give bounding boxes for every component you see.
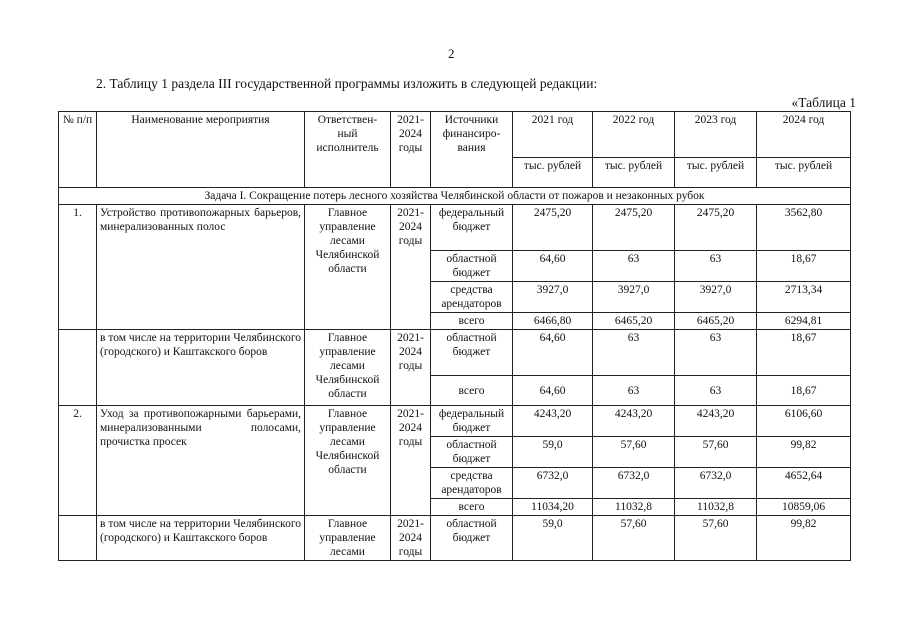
- value-2021: 2475,20: [513, 205, 593, 251]
- value-2021: 6732,0: [513, 468, 593, 499]
- header-years: 2021-2024 годы: [391, 112, 431, 188]
- executor: Главное управление лесами: [305, 516, 391, 561]
- unit-2024: тыс. рублей: [757, 158, 851, 188]
- value-2021: 64,60: [513, 376, 593, 406]
- table-row: [59, 205, 851, 251]
- value-2022: 6465,20: [593, 313, 675, 330]
- value-2022: 2475,20: [593, 205, 675, 251]
- value-2021: 3927,0: [513, 282, 593, 313]
- funding-source: средства арендаторов: [431, 282, 513, 313]
- funding-source: областной бюджет: [431, 437, 513, 468]
- value-2023: 63: [675, 376, 757, 406]
- row-number: 1.: [59, 205, 97, 330]
- unit-2021: тыс. рублей: [513, 158, 593, 188]
- value-2024: 4652,64: [757, 468, 851, 499]
- years: 2021-2024 годы: [391, 516, 431, 561]
- task-row: [59, 188, 851, 205]
- table-caption: «Таблица 1: [791, 95, 856, 110]
- funding-source: всего: [431, 376, 513, 406]
- years: 2021-2024 годы: [391, 330, 431, 406]
- header-executor: Ответствен-ный исполнитель: [305, 112, 391, 188]
- value-2023: 63: [675, 251, 757, 282]
- value-2024: 18,67: [757, 330, 851, 376]
- value-2024: 18,67: [757, 376, 851, 406]
- header-year-2022: 2022 год: [593, 112, 675, 158]
- years: 2021-2024 годы: [391, 406, 431, 516]
- header-activity-name: Наименование мероприятия: [97, 112, 305, 188]
- value-2022: 57,60: [593, 437, 675, 468]
- header-number: № п/п: [59, 112, 97, 188]
- value-2023: 6732,0: [675, 468, 757, 499]
- value-2022: 3927,0: [593, 282, 675, 313]
- activity-name: в том числе на территории Челябинского (городского) и Каштакского боров: [97, 330, 305, 406]
- value-2021: 6466,80: [513, 313, 593, 330]
- value-2021: 4243,20: [513, 406, 593, 437]
- executor: Главное управление лесами Челябинской области: [305, 330, 391, 406]
- value-2024: 99,82: [757, 516, 851, 561]
- intro-paragraph: 2. Таблицу 1 раздела III государственной программы изложить в следующей редакции:: [96, 76, 598, 91]
- value-2021: 59,0: [513, 516, 593, 561]
- funding-source: областной бюджет: [431, 251, 513, 282]
- value-2022: 63: [593, 251, 675, 282]
- activity-name: в том числе на территории Челябинского (городского) и Каштакского боров: [97, 516, 305, 561]
- table-row: [59, 516, 851, 561]
- value-2023: 6465,20: [675, 313, 757, 330]
- header-funding-sources: Источники финансиро-вания: [431, 112, 513, 188]
- funding-source: областной бюджет: [431, 516, 513, 561]
- funding-source: всего: [431, 499, 513, 516]
- header-year-2024: 2024 год: [757, 112, 851, 158]
- value-2023: 57,60: [675, 516, 757, 561]
- unit-2023: тыс. рублей: [675, 158, 757, 188]
- value-2024: 3562,80: [757, 205, 851, 251]
- value-2022: 63: [593, 376, 675, 406]
- executor: Главное управление лесами Челябинской области: [305, 205, 391, 330]
- header-year-2021: 2021 год: [513, 112, 593, 158]
- activity-name: Уход за противопожарными барьерами, минерализованными полосами, прочистка просек: [97, 406, 305, 516]
- value-2023: 63: [675, 330, 757, 376]
- task-title: Задача I. Сокращение потерь лесного хозяйства Челябинской области от пожаров и незаконных рубок: [59, 188, 851, 205]
- row-number-empty: [59, 516, 97, 561]
- value-2023: 2475,20: [675, 205, 757, 251]
- funding-source: федеральный бюджет: [431, 205, 513, 251]
- value-2023: 3927,0: [675, 282, 757, 313]
- funding-source: федеральный бюджет: [431, 406, 513, 437]
- funding-source: всего: [431, 313, 513, 330]
- program-table: [58, 111, 851, 561]
- row-number-empty: [59, 330, 97, 406]
- value-2024: 18,67: [757, 251, 851, 282]
- page-number: 2: [448, 46, 455, 61]
- value-2022: 63: [593, 330, 675, 376]
- value-2024: 6106,60: [757, 406, 851, 437]
- value-2021: 59,0: [513, 437, 593, 468]
- value-2023: 4243,20: [675, 406, 757, 437]
- funding-source: областной бюджет: [431, 330, 513, 376]
- value-2021: 64,60: [513, 330, 593, 376]
- value-2021: 11034,20: [513, 499, 593, 516]
- value-2024: 99,82: [757, 437, 851, 468]
- value-2023: 57,60: [675, 437, 757, 468]
- years: 2021-2024 годы: [391, 205, 431, 330]
- value-2022: 4243,20: [593, 406, 675, 437]
- value-2022: 11032,8: [593, 499, 675, 516]
- activity-name: Устройство противопожарных барьеров, минерализованных полос: [97, 205, 305, 330]
- executor: Главное управление лесами Челябинской области: [305, 406, 391, 516]
- value-2022: 57,60: [593, 516, 675, 561]
- value-2023: 11032,8: [675, 499, 757, 516]
- value-2024: 2713,34: [757, 282, 851, 313]
- value-2021: 64,60: [513, 251, 593, 282]
- funding-source: средства арендаторов: [431, 468, 513, 499]
- value-2024: 6294,81: [757, 313, 851, 330]
- table-header-row: [59, 112, 851, 158]
- unit-2022: тыс. рублей: [593, 158, 675, 188]
- header-year-2023: 2023 год: [675, 112, 757, 158]
- row-number: 2.: [59, 406, 97, 516]
- value-2024: 10859,06: [757, 499, 851, 516]
- value-2022: 6732,0: [593, 468, 675, 499]
- table-row: [59, 330, 851, 376]
- table-row: [59, 406, 851, 437]
